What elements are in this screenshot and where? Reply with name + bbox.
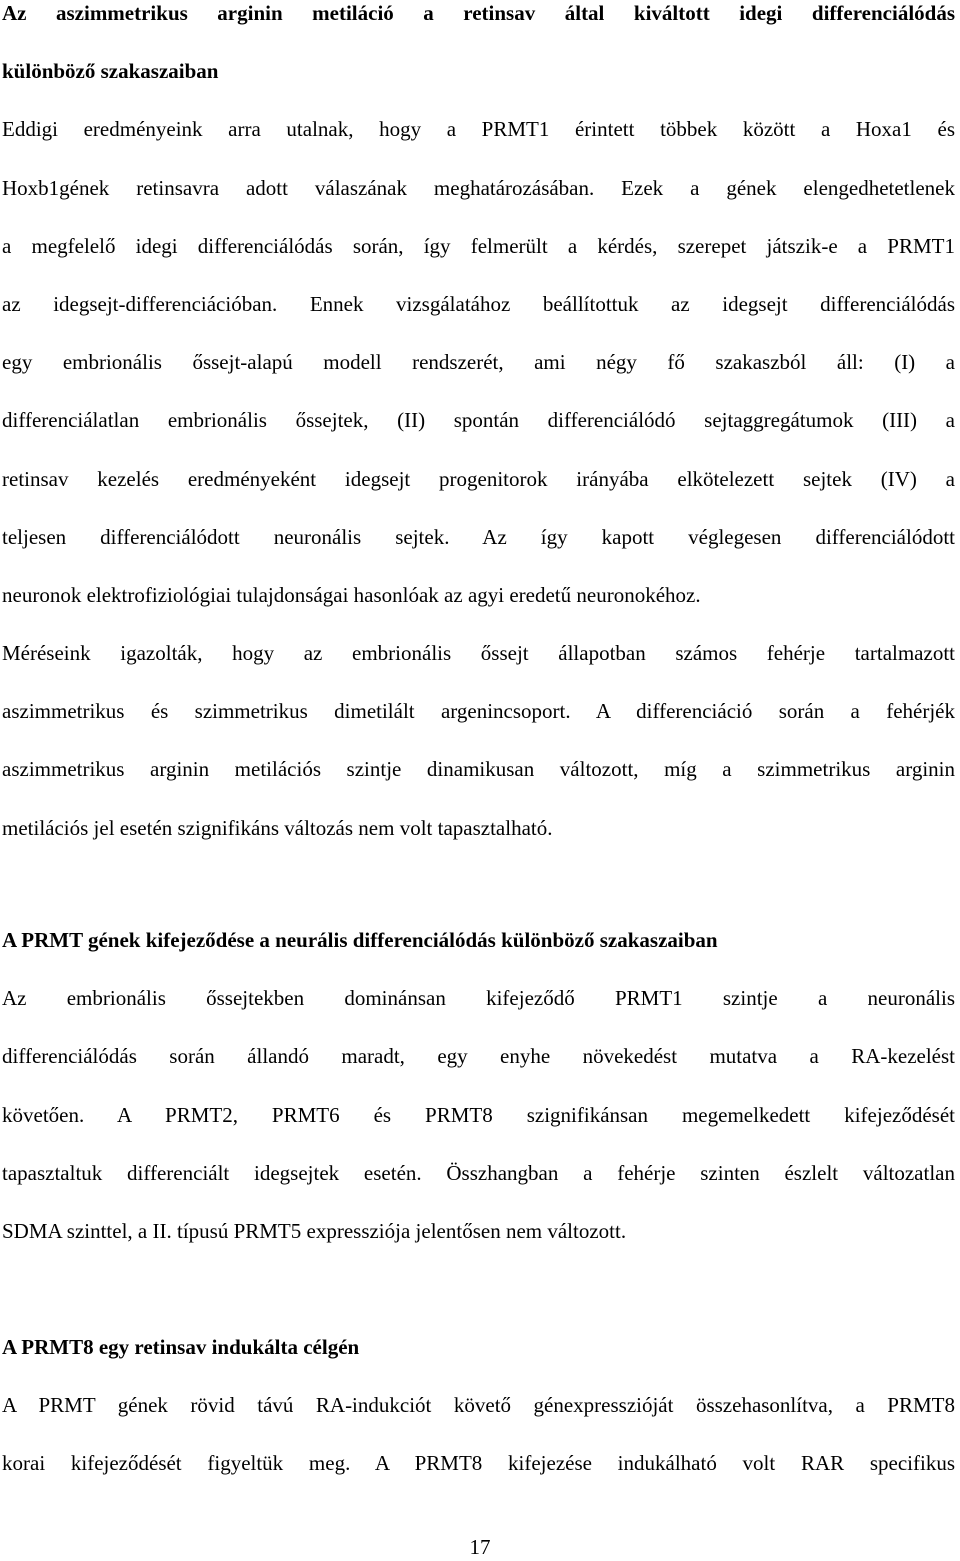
section-prmt-gene-expression [2,911,955,1260]
text-line: Az embrionális őssejtekben dominánsan kifejeződő PRMT1 szintje a neuronális [2,986,955,1011]
text-line: korai kifejeződését figyeltük meg. A PRMT8 kifejezése indukálható volt RAR specifikus [2,1451,955,1476]
section-paragraph [2,1376,955,1492]
text-line: Méréseink igazolták, hogy az embrionális őssejt állapotban számos fehérje tartalmazott [2,641,955,666]
text-line: a megfelelő idegi differenciálódás során, így felmerült a kérdés, szerepet játszik-e a PRMT1 [2,233,955,258]
text-line: követően. A PRMT2, PRMT6 és PRMT8 szignifikánsan megemelkedett kifejeződését [2,1102,955,1127]
text-line: differenciálatlan embrionális őssejtek, (II) spontán differenciálódó sejtaggregátumok (III) a [2,408,955,433]
text-line: A PRMT gének rövid távú RA-indukciót követő génexpresszióját összehasonlítva, a PRMT8 [2,1393,955,1418]
heading-line: különböző szakaszaiban [2,59,219,84]
text-line: egy embrionális őssejt-alapú modell rendszerét, ami négy fő szakaszból áll: (I) a [2,350,955,375]
text-line: metilációs jel esetén szignifikáns változás nem volt tapasztalható. [2,815,553,840]
section-paragraph [2,100,955,856]
heading-line: A PRMT gének kifejeződése a neurális differenciálódás különböző szakaszaiban [2,928,718,952]
text-line: az idegsejt-differenciációban. Ennek vizsgálatához beállítottuk az idegsejt differenciálódás [2,291,955,316]
heading-line: Az aszimmetrikus arginin metiláció a retinsav által kiváltott idegi differenciálódás [2,1,955,25]
text-line: aszimmetrikus és szimmetrikus dimetilált argenincsoport. A differenciáció során a fehérjék [2,699,955,724]
text-line: Eddigi eredményeink arra utalnak, hogy a PRMT1 érintett többek között a Hoxa1 és [2,117,955,142]
text-line: SDMA szinttel, a II. típusú PRMT5 expressziója jelentősen nem változott. [2,1218,627,1243]
section-prmt8-target-gene [2,1318,955,1493]
section-heading [2,0,955,100]
heading-line: A PRMT8 egy retinsav indukálta célgén [2,1335,360,1359]
text-line: Hoxb1gének retinsavra adott válaszának meghatározásában. Ezek a gének elengedhetetlenek [2,175,955,200]
section-asymmetric-arginine-methylation [2,0,955,857]
text-line: retinsav kezelés eredményeként idegsejt progenitorok irányába elkötelezett sejtek (IV) a [2,466,955,491]
section-paragraph [2,969,955,1260]
text-line: neuronok elektrofiziológiai tulajdonságai hasonlóak az agyi eredetű neuronokéhoz. [2,582,701,607]
page-number: 17 [469,1535,491,1559]
section-heading [2,911,955,969]
text-line: teljesen differenciálódott neuronális sejtek. Az így kapott véglegesen differenciálódott [2,524,955,549]
section-heading [2,1318,955,1376]
text-line: tapasztaltuk differenciált idegsejtek esetén. Összhangban a fehérje szinten észlelt változatlan [2,1160,955,1185]
text-line: differenciálódás során állandó maradt, egy enyhe növekedést mutatva a RA-kezelést [2,1044,955,1069]
text-line: aszimmetrikus arginin metilációs szintje dinamikusan változott, míg a szimmetrikus arginin [2,757,955,782]
